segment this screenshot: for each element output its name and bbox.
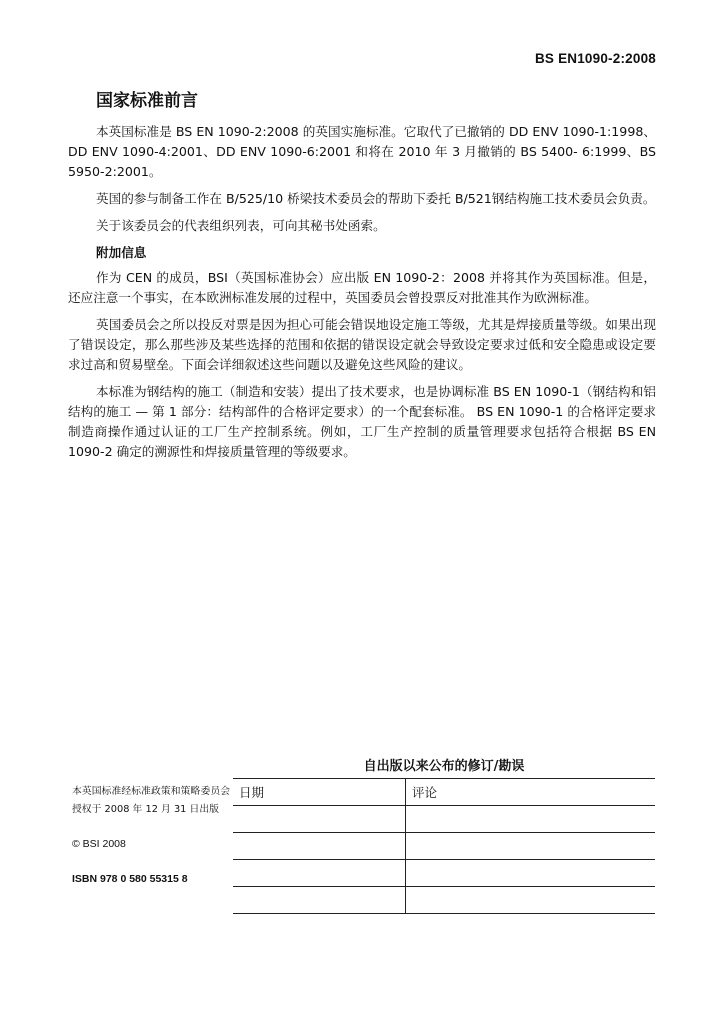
column-date: 日期 xyxy=(233,779,406,806)
table-row xyxy=(233,833,655,860)
foreword-body xyxy=(68,122,656,469)
paragraph-cen-member: 作为 CEN 的成员，BSI（英国标准协会）应出版 EN 1090-2：2008 并将其作为英国标准。但是，还应注意一个事实，在本欧洲标准发展的过程中，英国委员会曾投票反对批准其作为欧洲标准。 xyxy=(68,270,656,305)
document-code: BS EN1090-2:2008 xyxy=(534,51,656,66)
table-cell-date xyxy=(233,860,406,887)
table-cell-comment xyxy=(406,887,656,914)
paragraph-implementation: 本英国标准是 BS EN 1090-2:2008 的英国实施标准。它取代了已撤销的 DD ENV 1090-1:1998、DD ENV 1090-4:2001、DD ENV 1090-6:2001 和将在 2010 年 3 月撤销的 BS 5400- 6:1999、BS 5950-2:2001。 xyxy=(68,124,656,179)
isbn-number: ISBN 978 0 580 55315 8 xyxy=(72,873,188,885)
amendments-header-row xyxy=(233,779,655,806)
table-cell-comment xyxy=(406,860,656,887)
paragraph-negative-vote: 英国委员会之所以投反对票是因为担心可能会错误地设定施工等级，尤其是焊接质量等级。如果出现了错误设定，那么那些涉及某些选择的范围和依据的错误设定就会导致设定要求过低和安全隐患或设定要求过高和贸易壁垒。下面会详细叙述这些问题以及避免这些风险的建议。 xyxy=(68,317,656,372)
table-cell-comment xyxy=(406,833,656,860)
amendments-heading: 自出版以来公布的修订/勘误 xyxy=(363,759,525,774)
table-row xyxy=(233,806,655,833)
column-comments: 评论 xyxy=(406,779,656,806)
paragraph-technical-requirements: 本标准为钢结构的施工（制造和安装）提出了技术要求，也是协调标准 BS EN 1090-1（钢结构和铝结构的施工 — 第 1 部分：结构部件的合格评定要求）的一个配套标准。 BS EN 1090-1 的合格评定要求制造商操作通过认证的工厂生产控制系统。例如，工厂生产控制的质量管理要求包括符合根据 BS EN 1090-2 确定的溯源性和焊接质量管理的等级要求。 xyxy=(68,384,656,459)
additional-info-heading: 附加信息 xyxy=(96,245,147,260)
publication-authorization: 本英国标准经标准政策和策略委员会授权于 2008 年 12 月 31 日出版 xyxy=(72,786,230,815)
paragraph-secretary: 关于该委员会的代表组织列表，可向其秘书处函索。 xyxy=(96,218,386,233)
page-title: 国家标准前言 xyxy=(96,91,198,111)
table-row xyxy=(233,887,655,914)
table-row xyxy=(233,860,655,887)
publication-info xyxy=(72,783,230,888)
table-cell-date xyxy=(233,806,406,833)
table-cell-comment xyxy=(406,806,656,833)
amendments-table xyxy=(233,778,655,914)
copyright-notice: © BSI 2008 xyxy=(72,838,126,850)
paragraph-committee: 英国的参与制备工作在 B/525/10 桥梁技术委员会的帮助下委托 B/521钢结构施工技术委员会负责。 xyxy=(96,191,656,206)
table-cell-date xyxy=(233,887,406,914)
table-cell-date xyxy=(233,833,406,860)
